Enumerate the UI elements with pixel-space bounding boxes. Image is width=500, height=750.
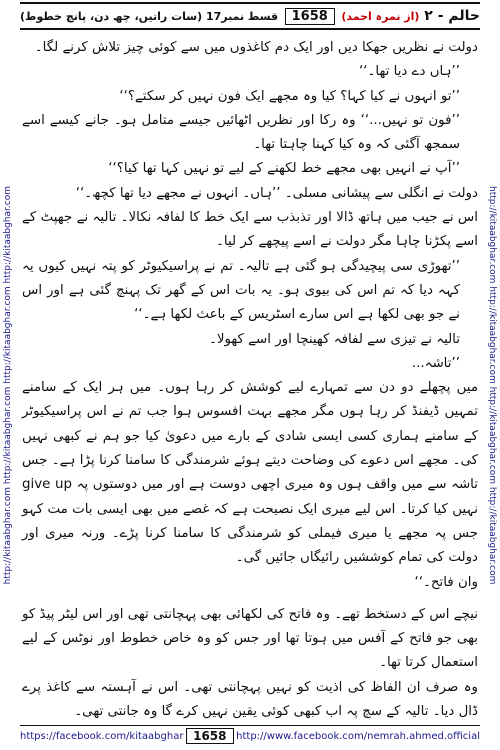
paragraph: ’’تھوڑی سی پیچیدگی ہو گئی ہے تالیہ۔ تم نے پراسیکیوٹر کو پتہ نہیں کیوں یہ کہہ دیا کہ تم اس کی بیوی ہو۔ یہ بات اس کے گھر تک پہنچ گئی ہے اور اس نے جو بھی لکھا ہے اس سارے اسٹریس کے باعث لکھا ہے۔‘‘: [22, 258, 460, 323]
paragraph: نیچے اس کے دستخط تھے۔ وہ فاتح کی لکھائی بھی پہچانتی تھی اور اس لیٹر پیڈ کو بھی جو فاتح کے آفس میں ہوتا تھا اور جس کو وہ خاص خطوط اور نوٹس کے لیے استعمال کرتا تھا۔: [22, 606, 478, 671]
facebook-link-right[interactable]: http://www.facebook.com/nemrah.ahmed.official: [236, 730, 480, 742]
paragraph: دولت نے نظریں جھکا دیں اور ایک دم کاغذوں میں سے کوئی چیز تلاش کرنے لگا۔: [34, 40, 478, 55]
episode-info: [20, 10, 278, 23]
paragraph: ’’فون تو نہیں...‘‘ وہ رکا اور نظریں اٹھائیں جیسے متامل ہو۔ جانے کیسے اسے سمجھ آگئی کہ وہ کیا کہنا چاہتا تھا۔: [22, 112, 460, 153]
letter-body: میں پچھلے دو دن سے تمہارے لیے کوشش کر رہا ہوں۔ میں ہر ایک کے سامنے تمہیں ڈیفنڈ کر رہا ہوں مگر مجھے بہت افسوس ہوا جب تم نے اس پراسیکیوٹر کے سامنے ہماری کسی ایسی شادی کے بارے میں دعویٰ کیا جو ہم نے کبھی نہیں کی۔ مجھے اس دعوے کی وضاحت دیتے ہوئے شرمندگی کا سامنا کرنا پڑا ہے۔ جس تاشہ سے میں واقف ہوں وہ میری اچھی دوست ہے اور میں دوستوں پہ give up نہیں کیا کرتا۔ اس لیے میری ایک نصیحت ہے کہ غصے میں بھی ایسی بات مت کہو جس پہ مجھے یا میری فیملی کو شرمندگی کا سامنا کرنا پڑے۔ ورنہ میری اور دولت کی تمام کوششیں رائیگاں جائیں گی۔: [22, 380, 478, 566]
paragraph: ’’آپ نے انہیں بھی مجھے خط لکھنے کے لیے تو نہیں کہا تھا کیا؟‘‘: [108, 161, 460, 177]
author-name: (از نمرہ احمد): [341, 10, 420, 23]
page-number-footer: 1658: [186, 728, 233, 744]
left-watermark-text: http://kitaabghar.com http://kitaabghar.com http://kitaabghar.com http://kitaabghar.com: [3, 185, 13, 585]
page-header: [20, 2, 480, 30]
page-body: [22, 36, 478, 720]
left-watermark: [0, 60, 16, 710]
paragraph: ’’ہاں دے دیا تھا۔‘‘: [359, 64, 460, 80]
paragraph: ’’تو انہوں نے کیا کہا؟ کیا وہ مجھے ایک فون نہیں کر سکتے؟‘‘: [119, 88, 460, 104]
right-watermark-text: http://kitaabghar.com http://kitaabghar.com http://kitaabghar.com http://kitaabghar.com: [487, 185, 497, 585]
page-number-header: 1658: [285, 8, 335, 25]
letter-signature: وان فاتح۔‘‘: [414, 574, 478, 590]
series-title: [341, 8, 480, 24]
paragraph: دولت نے انگلی سے پیشانی مسلی۔ ’’ہاں۔ انہوں نے مجھے دیا تھا کچھ۔‘‘: [75, 185, 478, 201]
series-title-text: حالم - ٢: [424, 8, 480, 24]
right-watermark: [484, 60, 500, 710]
page-footer: [20, 725, 480, 746]
letter-salutation: ’’تاشہ...: [411, 355, 460, 371]
paragraph: وہ صرف ان الفاظ کی اذیت کو نہیں پہچانتی تھی۔ اس نے آہستہ سے کاغذ پرے ڈال دیا۔ تالیہ کے سچ پہ اب کبھی کوئی یقین نہیں کرے گا وہ جانتی تھی۔: [22, 679, 478, 720]
paragraph-gap: [22, 595, 478, 603]
episode-info-text: قسط نمبر17 (سات راتیں، چھ دن، پانچ خطوط): [20, 9, 279, 23]
paragraph: اس نے جیب میں ہاتھ ڈالا اور تذبذب سے ایک خط کا لفافہ نکالا۔ تالیہ نے جھپٹ کے اسے پکڑنا چاہا مگر دولت نے اسے پیچھے کر لیا۔: [22, 210, 478, 250]
paragraph: تالیہ نے تیزی سے لفافہ کھینچا اور اسے کھولا۔: [208, 331, 460, 347]
facebook-link-left[interactable]: https://facebook.com/kitaabghar: [20, 730, 184, 742]
